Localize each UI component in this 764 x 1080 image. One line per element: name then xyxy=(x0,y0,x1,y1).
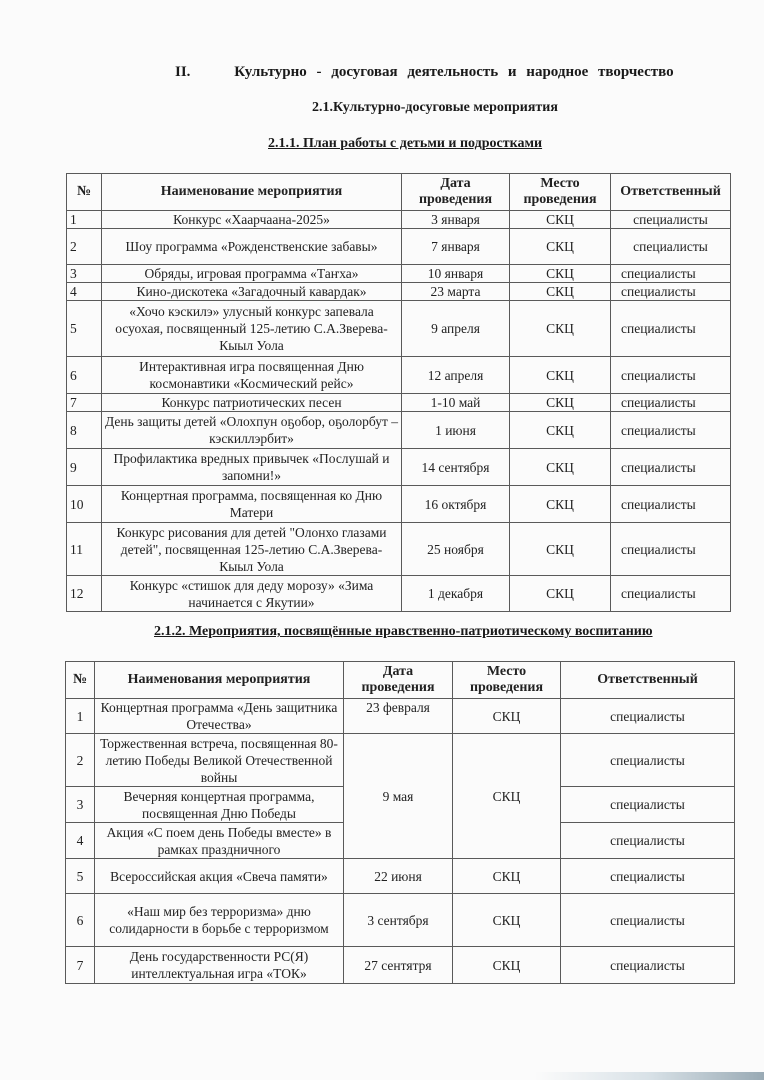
event-date: 14 сентября xyxy=(402,449,510,486)
event-name: Кино-дискотека «Загадочный кавардак» xyxy=(102,283,402,301)
event-name: Интерактивная игра посвященная Дню космонавтики «Космический рейс» xyxy=(102,357,402,394)
event-name: Концертная программа, посвященная ко Дню Матери xyxy=(102,486,402,523)
event-responsible: специалисты xyxy=(611,486,731,523)
event-name: Конкурс «стишок для деду морозу» «Зима начинается с Якутии» xyxy=(102,576,402,612)
event-responsible: специалисты xyxy=(611,357,731,394)
header-name: Наименование мероприятия xyxy=(102,174,402,211)
event-place: СКЦ xyxy=(453,699,561,734)
event-place: СКЦ xyxy=(453,859,561,894)
event-name: Торжественная встреча, посвященная 80-летию Победы Великой Отечественной войны xyxy=(95,734,344,787)
event-responsible: специалисты xyxy=(561,947,735,984)
table-row xyxy=(67,449,731,486)
event-date: 10 января xyxy=(402,265,510,283)
event-date: 16 октября xyxy=(402,486,510,523)
event-date: 9 мая xyxy=(344,734,453,859)
event-date: 7 января xyxy=(402,229,510,265)
event-date: 1 декабря xyxy=(402,576,510,612)
header-num: № xyxy=(66,662,95,699)
header-num: № xyxy=(67,174,102,211)
event-name: Шоу программа «Рожденственские забавы» xyxy=(102,229,402,265)
header-date: Дата проведения xyxy=(344,662,453,699)
table1-title: 2.1.1. План работы с детьми и подростками xyxy=(268,136,543,151)
event-name: Конкурс патриотических песен xyxy=(102,394,402,412)
header-place: Место проведения xyxy=(453,662,561,699)
subsection-title: 2.1.Культурно-досуговые мероприятия xyxy=(312,100,558,115)
row-number: 1 xyxy=(67,211,102,229)
event-place: СКЦ xyxy=(510,229,611,265)
event-date: 1-10 май xyxy=(402,394,510,412)
event-responsible: специалисты xyxy=(561,787,735,823)
event-place: СКЦ xyxy=(510,211,611,229)
header-responsible: Ответственный xyxy=(611,174,731,211)
event-name: Профилактика вредных привычек «Послушай и запомни!» xyxy=(102,449,402,486)
event-place: СКЦ xyxy=(510,486,611,523)
event-responsible: специалисты xyxy=(611,283,731,301)
table-row xyxy=(67,486,731,523)
event-date: 3 января xyxy=(402,211,510,229)
row-number: 4 xyxy=(66,823,95,859)
row-number: 5 xyxy=(67,301,102,357)
event-responsible: специалисты xyxy=(611,523,731,576)
event-place: СКЦ xyxy=(510,301,611,357)
row-number: 12 xyxy=(67,576,102,612)
event-responsible: специалисты xyxy=(561,859,735,894)
event-responsible: специалисты xyxy=(561,734,735,787)
table-row xyxy=(67,412,731,449)
row-number: 3 xyxy=(67,265,102,283)
event-date: 23 марта xyxy=(402,283,510,301)
event-name: День государственности РС(Я) интеллектуальная игра «ТОК» xyxy=(95,947,344,984)
event-place: СКЦ xyxy=(510,412,611,449)
row-number: 7 xyxy=(67,394,102,412)
header-place: Место проведения xyxy=(510,174,611,211)
event-place: СКЦ xyxy=(510,523,611,576)
event-place: СКЦ xyxy=(453,894,561,947)
event-date: 23 февраля xyxy=(344,699,453,734)
event-place: СКЦ xyxy=(510,265,611,283)
table-row xyxy=(67,265,731,283)
event-date: 25 ноября xyxy=(402,523,510,576)
event-place: СКЦ xyxy=(510,576,611,612)
event-responsible: специалисты xyxy=(561,699,735,734)
table-row xyxy=(67,301,731,357)
scan-edge xyxy=(0,1072,764,1080)
row-number: 10 xyxy=(67,486,102,523)
table-row xyxy=(66,947,735,984)
event-responsible: специалисты xyxy=(611,301,731,357)
row-number: 8 xyxy=(67,412,102,449)
header-name: Наименования мероприятия xyxy=(95,662,344,699)
table-row xyxy=(67,229,731,265)
table-row xyxy=(67,394,731,412)
event-place: СКЦ xyxy=(453,734,561,859)
table-row xyxy=(66,699,735,734)
table-row xyxy=(66,894,735,947)
event-responsible: специалисты xyxy=(611,211,731,229)
event-name: День защиты детей «Олохпун оҕобор, оҕолорбут – кэскиллэрбит» xyxy=(102,412,402,449)
event-name: Обряды, игровая программа «Таҥха» xyxy=(102,265,402,283)
table-row xyxy=(66,734,735,787)
event-responsible: специалисты xyxy=(611,394,731,412)
row-number: 9 xyxy=(67,449,102,486)
table-header-row xyxy=(67,174,731,211)
row-number: 11 xyxy=(67,523,102,576)
event-name: Акция «С поем день Победы вместе» в рамках праздничного xyxy=(95,823,344,859)
event-name: «Наш мир без терроризма» дню солидарности в борьбе с терроризмом xyxy=(95,894,344,947)
table2-title: 2.1.2. Мероприятия, посвящённые нравственно-патриотическому воспитанию xyxy=(154,624,653,639)
header-date: Дата проведения xyxy=(402,174,510,211)
event-date: 27 сентятря xyxy=(344,947,453,984)
row-number: 5 xyxy=(66,859,95,894)
event-name: Всероссийская акция «Свеча памяти» xyxy=(95,859,344,894)
section-title xyxy=(175,64,674,81)
row-number: 7 xyxy=(66,947,95,984)
row-number: 2 xyxy=(67,229,102,265)
event-date: 1 июня xyxy=(402,412,510,449)
table-row xyxy=(67,576,731,612)
row-number: 4 xyxy=(67,283,102,301)
header-responsible: Ответственный xyxy=(561,662,735,699)
table-row xyxy=(66,859,735,894)
section-title-text: Культурно - досуговая деятельность и народное творчество xyxy=(234,64,674,80)
row-number: 3 xyxy=(66,787,95,823)
table-row xyxy=(67,357,731,394)
event-responsible: специалисты xyxy=(611,229,731,265)
children-events-table xyxy=(66,173,731,612)
event-name: Концертная программа «День защитника Отечества» xyxy=(95,699,344,734)
table-row xyxy=(67,211,731,229)
event-date: 12 апреля xyxy=(402,357,510,394)
event-name: «Хочо кэскилэ» улусный конкурс запевала осуохая, посвященный 125-летию С.А.Зверева-Кыыл Уола xyxy=(102,301,402,357)
event-place: СКЦ xyxy=(453,947,561,984)
event-place: СКЦ xyxy=(510,449,611,486)
event-place: СКЦ xyxy=(510,394,611,412)
row-number: 6 xyxy=(66,894,95,947)
row-number: 6 xyxy=(67,357,102,394)
table-row xyxy=(67,283,731,301)
table-header-row xyxy=(66,662,735,699)
event-responsible: специалисты xyxy=(561,894,735,947)
event-responsible: специалисты xyxy=(611,449,731,486)
row-number: 1 xyxy=(66,699,95,734)
event-responsible: специалисты xyxy=(611,265,731,283)
row-number: 2 xyxy=(66,734,95,787)
event-name: Конкурс рисования для детей "Олонхо глазами детей", посвященная 125-летию С.А.Зверева-Кыыл Уола xyxy=(102,523,402,576)
event-date: 22 июня xyxy=(344,859,453,894)
event-place: СКЦ xyxy=(510,283,611,301)
event-date: 9 апреля xyxy=(402,301,510,357)
event-responsible: специалисты xyxy=(611,412,731,449)
section-number: II. xyxy=(175,64,191,80)
event-responsible: специалисты xyxy=(611,576,731,612)
event-name: Вечерняя концертная программа, посвященная Дню Победы xyxy=(95,787,344,823)
event-date: 3 сентября xyxy=(344,894,453,947)
table-row xyxy=(67,523,731,576)
event-place: СКЦ xyxy=(510,357,611,394)
event-name: Конкурс «Хаарчаана-2025» xyxy=(102,211,402,229)
event-responsible: специалисты xyxy=(561,823,735,859)
patriotic-events-table xyxy=(65,661,735,984)
